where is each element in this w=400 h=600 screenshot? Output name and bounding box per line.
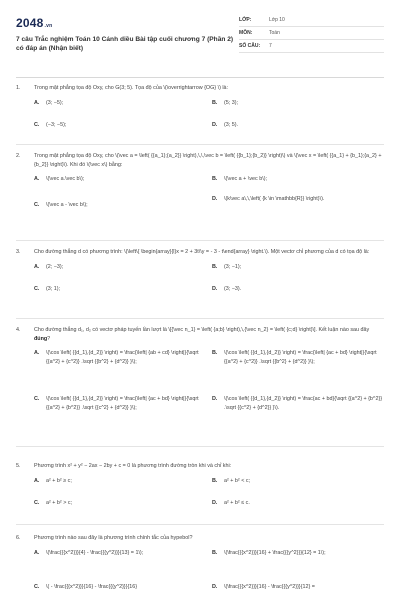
option-text: (3; 1); (46, 285, 61, 292)
option-text: (2; −3); (46, 263, 64, 270)
option-d[interactable] (212, 499, 382, 508)
option-text: (5; 3); (224, 99, 239, 106)
meta-label: MÔN: (239, 30, 253, 36)
option-c[interactable] (34, 583, 206, 592)
option-text: (3; −1); (224, 263, 242, 270)
option-c[interactable] (34, 499, 204, 508)
option-letter: B. (212, 549, 218, 556)
option-letter: B. (212, 263, 218, 270)
option-letter: B. (212, 99, 218, 106)
question-number: 5. (16, 463, 21, 469)
option-d[interactable] (212, 195, 362, 204)
option-text: \(\vec a + \vec b\); (224, 176, 267, 183)
meta-row-subject (239, 27, 384, 40)
option-c[interactable] (34, 201, 204, 210)
question-1 (16, 84, 384, 135)
question-number: 6. (16, 535, 21, 541)
option-c[interactable] (34, 285, 204, 294)
option-a[interactable] (34, 549, 206, 558)
question-text: Cho đường thẳng d có phương trình: \(\left\{ \begin{array}{l}x = 2 + 3t\\y = - 3 - t\end{array} \right.\). Một vectơ chỉ phương của d có tọa độ là: (34, 249, 370, 255)
option-letter: B. (212, 477, 218, 484)
meta-row-class (239, 14, 384, 27)
option-letter: A. (34, 350, 40, 357)
option-text: (−3; −5); (46, 121, 67, 128)
site-logo[interactable] (16, 16, 239, 30)
option-text: a² + b² ≤ c. (224, 499, 250, 506)
option-a[interactable] (34, 349, 206, 366)
option-letter: A. (34, 477, 40, 484)
option-c[interactable] (34, 395, 206, 412)
option-a[interactable] (34, 175, 204, 184)
question-text-main: Cho đường thẳng d₁, d₂ có vectơ pháp tuyến lần lượt là \[{\vec n_1} = \left( {a;b} \right),\,{\vec n_2} = \left( {c;d} \right)\]. Kết luận nào sau đây (34, 327, 370, 333)
option-d[interactable] (212, 395, 384, 412)
option-d[interactable] (212, 121, 382, 130)
meta-row-count (239, 40, 384, 53)
divider (16, 446, 384, 447)
option-text: \( - \frac{{{x^2}}}{16} - \frac{{{y^2}}}{16} (46, 583, 138, 590)
question-line (16, 326, 384, 343)
divider (16, 318, 384, 319)
option-text: \(\vec a.\vec b\); (46, 176, 85, 183)
option-b[interactable] (212, 263, 382, 272)
option-text: \(k\vec a\,\,\left( {k \in \mathbb{R}} \right)\). (224, 196, 325, 203)
answer-options (16, 175, 384, 227)
option-text: \(\frac{{{x^2}}}{4} - \frac{{{y^2}}}{13} = 1\); (46, 549, 144, 556)
option-a[interactable] (34, 99, 204, 108)
question-line (16, 462, 384, 471)
answer-options (16, 549, 384, 599)
option-b[interactable] (212, 99, 382, 108)
question-line (16, 248, 384, 257)
meta-label: SỐ CÂU: (239, 43, 261, 49)
question-text: Phương trình nào sau đây là phương trình chính tắc của hypebol? (34, 535, 193, 541)
option-letter: C. (34, 202, 40, 209)
option-a[interactable] (34, 263, 204, 272)
option-text: \(\cos \left( {{d_1},{d_2}} \right) = \frac{\left| {ac + bd} \right|}{\sqrt {{a^2} + {c^2}} .\sqrt {{b^2} + {d^2}} }\); (224, 350, 377, 365)
divider (16, 240, 384, 241)
option-text: \(\frac{{{x^2}}}{16} - \frac{{{y^2}}}{12} = (224, 583, 315, 590)
question-2 (16, 152, 384, 227)
question-text: Cho đường thẳng d₁, d₂ có vectơ pháp tuyến lần lượt là \[{\vec n_1} = \left( {a;b} \right),\,{\vec n_2} = \left( {c;d} \right)\]. Kết luận nào sau đây đúng? (34, 327, 370, 342)
option-letter: C. (34, 583, 40, 590)
divider (16, 524, 384, 525)
option-letter: B. (212, 350, 218, 357)
question-emphasis: đúng (34, 335, 48, 342)
answer-options (16, 263, 384, 299)
option-text: \(\cos \left( {{d_1},{d_2}} \right) = \frac{\left| {ac + bd} \right|}{\sqrt {{a^2} + {b^2}} .\sqrt {{c^2} + {d^2}} }\); (46, 396, 199, 411)
option-letter: C. (34, 121, 40, 128)
option-c[interactable] (34, 121, 204, 130)
option-text: \(\frac{{{x^2}}}{16} + \frac{{{y^2}}}{12} = 1\); (224, 549, 326, 556)
question-number: 2. (16, 153, 21, 159)
option-text: a² + b² > c; (46, 499, 73, 506)
option-letter: D. (212, 285, 218, 292)
option-text: (3; 5). (224, 121, 239, 128)
meta-label: LỚP: (239, 17, 252, 23)
option-d[interactable] (212, 583, 384, 592)
option-text: a² + b² < c; (224, 477, 251, 484)
question-text: Trong mặt phẳng tọa độ Oxy, cho G(3; 5). Tọa độ của \(\overrightarrow {OG} \) là: (34, 85, 229, 91)
question-text: Trong mặt phẳng tọa độ Oxy, cho \(\vec a = \left( {{a_1};{a_2}} \right),\,\,\vec b = \left( {{b_1};{b_2}} \right)\) và \(\vec x = \left( {{a_1} + {b_1};{a_2} + {b_2}} \right)\). Khi đó \(\vec x\) bằng: (34, 153, 382, 168)
option-letter: C. (34, 499, 40, 506)
question-number: 4. (16, 327, 21, 333)
option-letter: D. (212, 499, 218, 506)
document-meta (239, 14, 384, 53)
meta-value: 7 (269, 43, 272, 49)
option-letter: C. (34, 285, 40, 292)
option-letter: C. (34, 396, 40, 403)
divider (16, 144, 384, 145)
meta-value: Toán (269, 30, 280, 36)
question-6 (16, 534, 384, 599)
option-letter: A. (34, 176, 40, 183)
question-number: 3. (16, 249, 21, 255)
question-5 (16, 462, 384, 513)
option-letter: D. (212, 121, 218, 128)
question-number: 1. (16, 85, 21, 91)
option-letter: D. (212, 396, 218, 403)
option-d[interactable] (212, 285, 382, 294)
question-text: Phương trình x² + y² − 2ax − 2by + c = 0 là phương trình đường tròn khi và chỉ khi: (34, 463, 232, 469)
option-a[interactable] (34, 477, 204, 486)
question-4 (16, 326, 384, 439)
option-text: \(\cos \left( {{d_1},{d_2}} \right) = \frac{\left| {ab + cd} \right|}{\sqrt {{a^2} + {c^2}} .\sqrt {{b^2} + {d^2}} }\); (46, 350, 199, 365)
option-letter: A. (34, 263, 40, 270)
question-line (16, 152, 384, 169)
option-b[interactable] (212, 349, 384, 366)
meta-value: Lớp 10 (269, 17, 285, 23)
option-text: a² + b² ≥ c; (46, 477, 72, 484)
option-text: (3; −3). (224, 285, 242, 292)
header-left (16, 10, 239, 53)
answer-options (16, 349, 384, 439)
option-text: (3; −5); (46, 99, 64, 106)
option-text: \(\vec a - \vec b\); (46, 202, 88, 209)
option-letter: D. (212, 583, 218, 590)
logo-main: 2048 (16, 16, 44, 30)
option-b[interactable] (212, 549, 384, 558)
answer-options (16, 477, 384, 513)
logo-tld: .vn (44, 23, 53, 29)
question-3 (16, 248, 384, 299)
option-b[interactable] (212, 477, 382, 486)
option-letter: B. (212, 176, 218, 183)
question-line (16, 534, 384, 543)
option-letter: D. (212, 196, 218, 203)
document-title: 7 câu Trắc nghiệm Toán 10 Cánh diều Bài tập cuối chương 7 (Phần 2) có đáp án (Nhận biết) (16, 36, 234, 52)
question-line (16, 84, 384, 93)
option-letter: A. (34, 99, 40, 106)
option-text: \(\cos \left( {{d_1},{d_2}} \right) = \frac{ac + bd}{\sqrt {{a^2} + {b^2}} .\sqrt {{c^2} + {d^2}} }\). (224, 396, 383, 411)
document-header (16, 10, 384, 78)
option-b[interactable] (212, 175, 382, 184)
option-letter: A. (34, 549, 40, 556)
answer-options (16, 99, 384, 135)
